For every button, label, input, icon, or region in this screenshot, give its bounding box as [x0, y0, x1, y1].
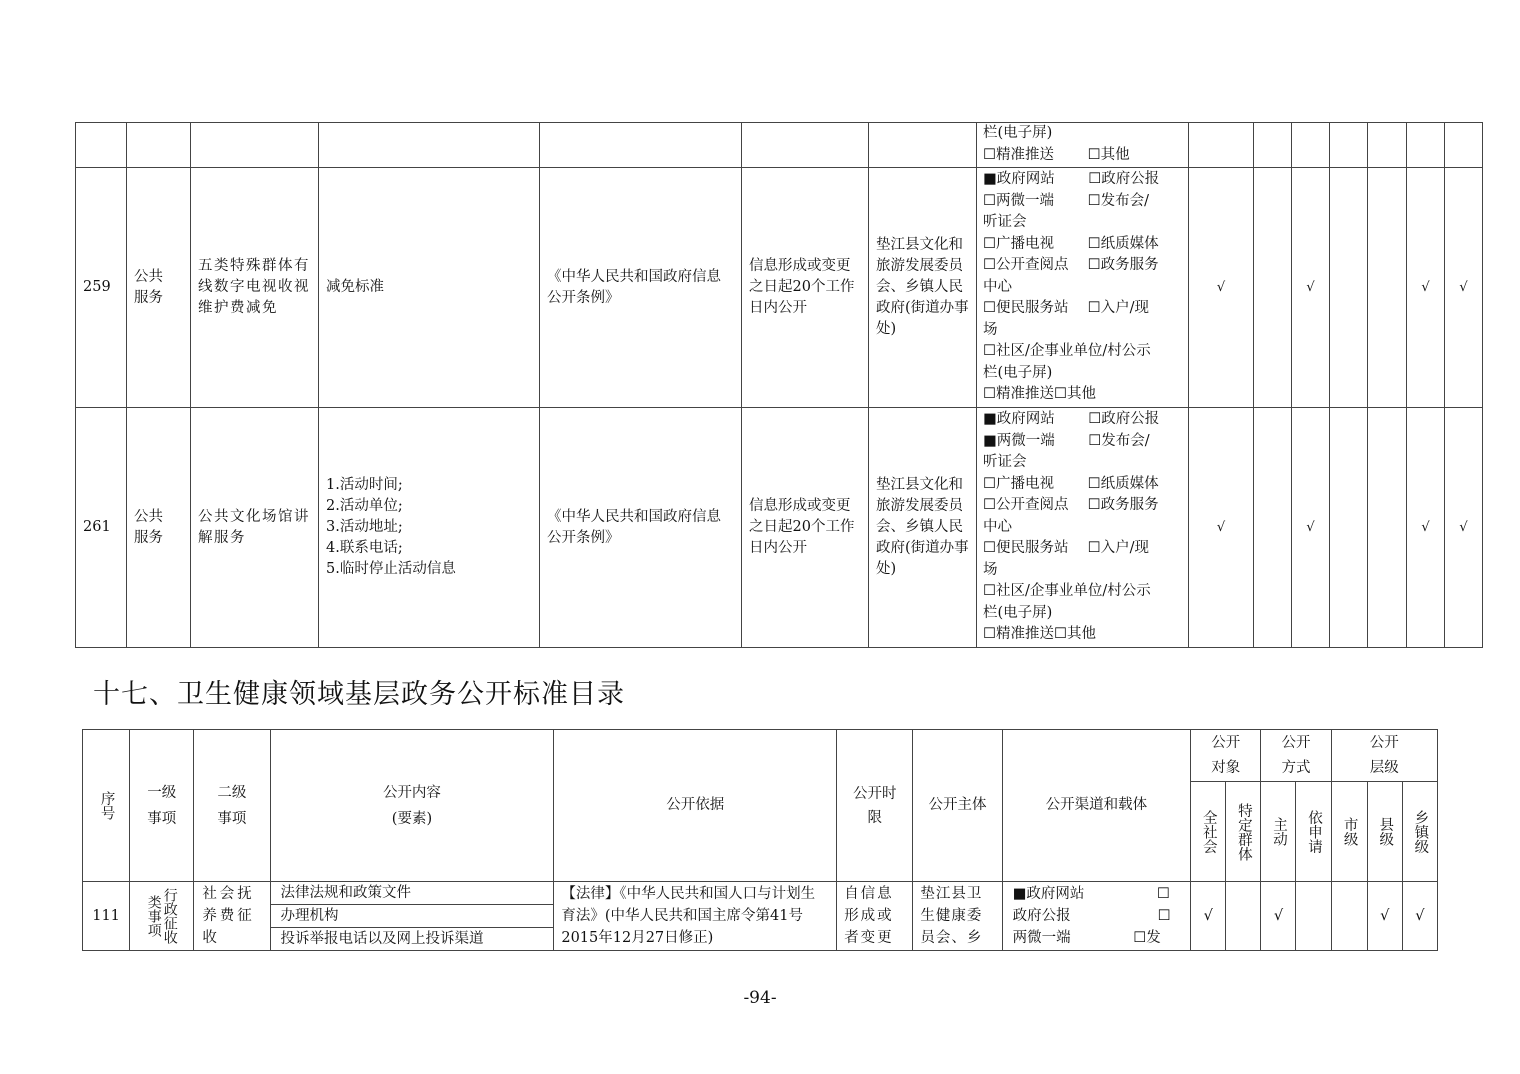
cell-content	[270, 882, 554, 951]
header-seq: 序号	[98, 791, 115, 820]
cell-time	[742, 123, 869, 168]
section-title: 十七、卫生健康领域基层政务公开标准目录	[93, 679, 625, 710]
catalog-table-culture	[75, 122, 1483, 648]
mark-all-society: √	[1191, 882, 1226, 951]
channel-line: ☐广播电视 ☐纸质媒体	[983, 235, 1159, 252]
header-level-county: 县级	[1377, 817, 1394, 846]
channel-line: ☐社区/企事业单位/村公示	[983, 583, 1151, 600]
mark-active: √	[1292, 408, 1330, 648]
channel-line: 栏(电子屏)	[983, 604, 1053, 621]
cell-basis: 【法律】《中华人民共和国人口与计划生育法》(中华人民共和国主席令第41号2015年12月27日修正)	[554, 882, 837, 951]
cell-level2: 公共文化场馆讲解服务	[191, 408, 319, 648]
mark-all-society: √	[1189, 408, 1254, 648]
mark-specific-group	[1226, 882, 1261, 951]
header-method-group: 公开 方式	[1261, 730, 1331, 782]
cell-level2	[191, 123, 319, 168]
mark-city	[1368, 408, 1407, 648]
cell-subject: 垫江县文化和旅游发展委员会、乡镇人民政府(街道办事处)	[869, 408, 977, 648]
header-content: 公开内容 (要素)	[270, 730, 554, 882]
cell-subject	[869, 123, 977, 168]
cell-basis	[540, 123, 742, 168]
header-subject: 公开主体	[913, 730, 1002, 882]
header-target-specific: 特定群体	[1235, 802, 1252, 861]
header-target-group: 公开 对象	[1191, 730, 1261, 782]
mark-county: √	[1367, 882, 1402, 951]
cell-basis: 《中华人民共和国政府信息公开条例》	[540, 168, 742, 408]
channel-line: ☐精准推送☐其他	[983, 386, 1096, 403]
mark-city	[1368, 168, 1407, 408]
mark-specific-group	[1254, 168, 1292, 408]
mark-town: √	[1402, 882, 1437, 951]
table-row	[76, 168, 1483, 408]
cell-content: 1.活动时间; 2.活动单位; 3.活动地址; 4.联系电话; 5.临时停止活动信息	[319, 408, 540, 648]
cell-level1: 公共 服务	[127, 408, 191, 648]
header-level2: 二级 事项	[194, 730, 270, 882]
channel-line: ■政府网站 ☐政府公报	[983, 171, 1160, 188]
channel-line: 中心	[983, 518, 1012, 535]
channel-line: 两微一端 ☐发	[1012, 930, 1161, 946]
cell-channels	[977, 123, 1189, 168]
channel-line: ■两微一端 ☐发布会/	[983, 432, 1150, 449]
header-level-city: 市级	[1341, 817, 1358, 846]
mark-city	[1331, 882, 1367, 951]
cell-level1: 公共 服务	[127, 168, 191, 408]
cell-time: 自信息形成或者变更	[837, 882, 913, 951]
channel-line: ☐两微一端 ☐发布会/	[983, 192, 1149, 209]
cell-subject: 垫江县卫生健康委员会、乡	[913, 882, 1002, 951]
header-method-request: 依申请	[1306, 809, 1323, 854]
channel-line: 中心	[983, 278, 1012, 295]
channel-line: 场	[983, 321, 998, 338]
cell-channels	[977, 408, 1189, 648]
header-method-active: 主动	[1270, 817, 1287, 846]
channel-line: ☐便民服务站 ☐入户/现	[983, 540, 1149, 557]
mark-on-request	[1296, 882, 1331, 951]
mark-specific-group	[1254, 408, 1292, 648]
header-level-group: 公开 层级	[1331, 730, 1437, 782]
content-item: 投诉举报电话以及网上投诉渠道	[280, 931, 484, 947]
cell-level2: 五类特殊群体有线数字电视收视维护费减免	[191, 168, 319, 408]
catalog-table-health	[82, 729, 1438, 951]
cell-level1	[127, 123, 191, 168]
cell-subject: 垫江县文化和旅游发展委员会、乡镇人民政府(街道办事处)	[869, 168, 977, 408]
channel-line: 场	[983, 561, 998, 578]
mark-on-request	[1330, 408, 1368, 648]
channel-line: 政府公报 ☐	[1012, 908, 1171, 924]
cell-seq	[76, 123, 127, 168]
channel-line: 听证会	[983, 454, 1027, 471]
page-number: -94-	[743, 988, 777, 1008]
cell-channels	[977, 168, 1189, 408]
channel-line: ■政府网站 ☐	[1012, 886, 1170, 902]
channel-line: ☐社区/企事业单位/村公示	[983, 343, 1151, 360]
cell-time: 信息形成或变更之日起20个工作日内公开	[742, 168, 869, 408]
cell-level1: 行政征收类事项	[145, 888, 178, 944]
header-level1: 一级 事项	[130, 730, 194, 882]
header-target-all: 全社会	[1200, 809, 1217, 854]
cell-seq: 261	[76, 408, 127, 648]
header-basis: 公开依据	[554, 730, 837, 882]
content-item: 办理机构	[271, 905, 554, 928]
mark-on-request	[1330, 168, 1368, 408]
table-row	[76, 408, 1483, 648]
cell-content: 减免标准	[319, 168, 540, 408]
channel-line: 栏(电子屏)	[983, 364, 1053, 381]
channel-line: ☐公开查阅点 ☐政务服务	[983, 497, 1159, 514]
channel-line: ☐广播电视 ☐纸质媒体	[983, 475, 1159, 492]
mark-town: √	[1445, 408, 1483, 648]
channel-line: ■政府网站 ☐政府公报	[983, 411, 1160, 428]
channel-line: 栏(电子屏)	[983, 125, 1053, 141]
cell-channels	[1002, 882, 1191, 951]
mark-county: √	[1407, 168, 1445, 408]
channel-line: ☐精准推送☐其他	[983, 626, 1096, 643]
header-time: 公开时 限	[837, 730, 913, 882]
cell-content	[319, 123, 540, 168]
channel-line: 听证会	[983, 214, 1027, 231]
mark-all-society: √	[1189, 168, 1254, 408]
table-row	[83, 882, 1438, 951]
header-level-town: 乡镇级	[1412, 809, 1429, 854]
header-channels: 公开渠道和载体	[1002, 730, 1191, 882]
mark-active: √	[1292, 168, 1330, 408]
mark-town: √	[1445, 168, 1483, 408]
channel-line: ☐公开查阅点 ☐政务服务	[983, 257, 1159, 274]
mark-active: √	[1261, 882, 1296, 951]
channel-line: ☐便民服务站 ☐入户/现	[983, 300, 1149, 317]
content-item: 法律法规和政策文件	[271, 882, 554, 905]
cell-seq: 259	[76, 168, 127, 408]
cell-seq: 111	[83, 882, 130, 951]
header-row	[83, 730, 1438, 782]
mark-county: √	[1407, 408, 1445, 648]
cell-time: 信息形成或变更之日起20个工作日内公开	[742, 408, 869, 648]
table-row-continued	[76, 123, 1483, 168]
cell-level2: 社会抚养费征收	[194, 882, 270, 951]
cell-basis: 《中华人民共和国政府信息公开条例》	[540, 408, 742, 648]
channel-line: ☐精准推送 ☐其他	[983, 146, 1130, 163]
